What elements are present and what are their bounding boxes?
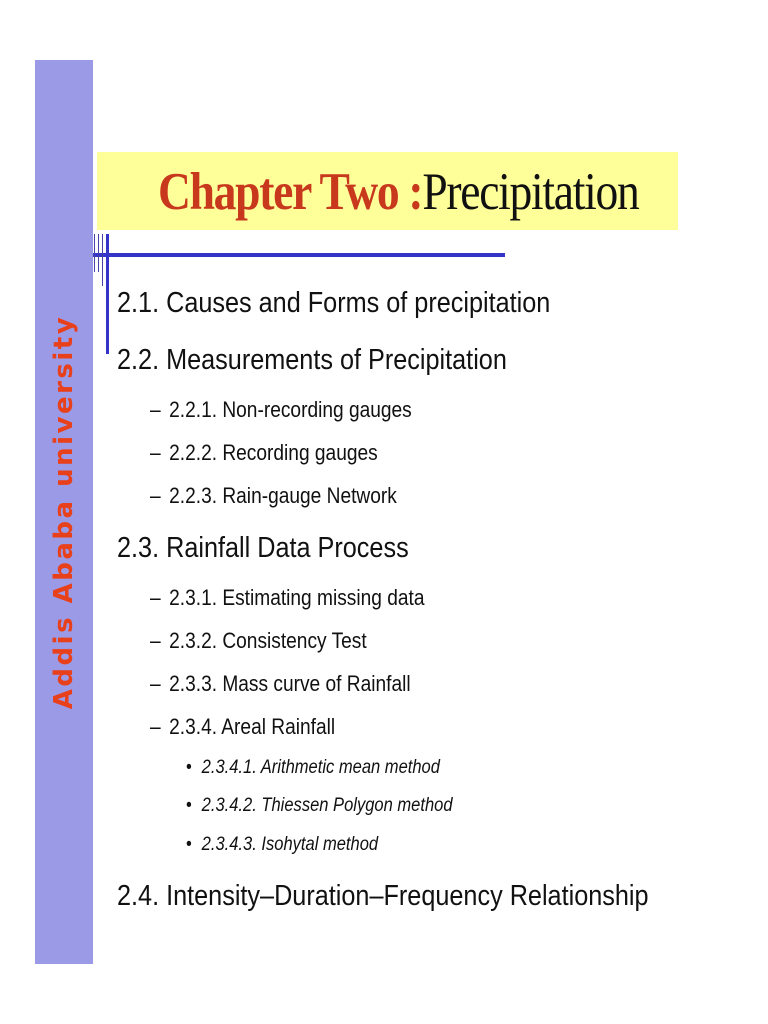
page-title	[158, 157, 638, 227]
section-heading: 2.1. Causes and Forms of precipitation	[117, 287, 551, 319]
sub-subsection-label: 2.3.4.3. Isohytal method	[201, 834, 379, 855]
subsection-item	[150, 440, 378, 466]
title-chapter: Chapter Two :	[158, 163, 423, 221]
dash-marker: –	[150, 671, 161, 696]
bullet-marker: •	[186, 757, 192, 778]
subsection-label: 2.3.1. Estimating missing data	[169, 585, 425, 610]
subsection-label: 2.2.3. Rain-gauge Network	[169, 483, 397, 508]
section-heading: 2.3. Rainfall Data Process	[117, 532, 409, 564]
dash-marker: –	[150, 483, 161, 508]
title-underline	[93, 253, 505, 257]
bullet-marker: •	[186, 834, 192, 855]
university-name: Addis Ababa university	[49, 314, 79, 710]
subsection-label: 2.3.4. Areal Rainfall	[169, 714, 336, 739]
decor-tick	[102, 234, 103, 286]
title-topic: Precipitation	[422, 163, 639, 221]
bullet-marker: •	[186, 795, 192, 816]
sub-subsection-label: 2.3.4.2. Thiessen Polygon method	[201, 795, 453, 816]
dash-marker: –	[150, 585, 161, 610]
subsection-label: 2.3.3. Mass curve of Rainfall	[169, 671, 411, 696]
subsection-label: 2.2.2. Recording gauges	[169, 440, 378, 465]
dash-marker: –	[150, 440, 161, 465]
subsection-label: 2.2.1. Non-recording gauges	[169, 397, 412, 422]
subsection-item	[150, 483, 397, 509]
subsection-item	[150, 628, 367, 654]
subsection-label: 2.3.2. Consistency Test	[169, 628, 367, 653]
title-vertical-rule	[106, 234, 109, 354]
dash-marker: –	[150, 714, 161, 739]
subsection-item	[150, 714, 335, 740]
sub-subsection-item	[186, 757, 440, 779]
dash-marker: –	[150, 397, 161, 422]
dash-marker: –	[150, 628, 161, 653]
sub-subsection-item	[186, 834, 378, 856]
subsection-item	[150, 585, 424, 611]
section-heading: 2.2. Measurements of Precipitation	[117, 344, 507, 376]
sub-subsection-label: 2.3.4.1. Arithmetic mean method	[201, 757, 440, 778]
section-heading: 2.4. Intensity–Duration–Frequency Relationship	[117, 880, 649, 912]
subsection-item	[150, 397, 412, 423]
subsection-item	[150, 671, 411, 697]
decor-tick	[98, 234, 99, 272]
decor-tick	[94, 234, 95, 272]
sub-subsection-item	[186, 795, 453, 817]
